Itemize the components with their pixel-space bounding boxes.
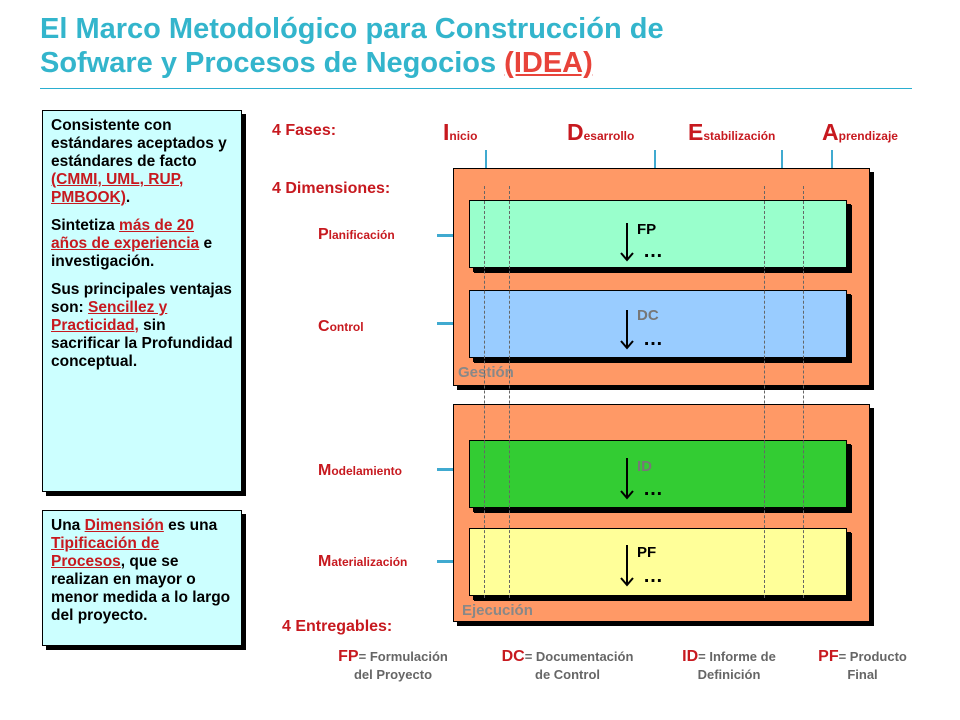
dim-materializacion-initial: M	[318, 553, 332, 570]
note1-p1-link: (CMMI, UML, RUP, PMBOOK)	[51, 171, 184, 206]
deliverable-fp-line-1	[318, 648, 468, 666]
phase-estabilizacion	[688, 119, 775, 146]
dim-modelamiento-rest: odelamiento	[331, 464, 403, 478]
band-id-dots: …	[643, 478, 664, 500]
band-pf-code: PF	[637, 544, 657, 561]
band-pf-dots: …	[643, 565, 664, 587]
deliverable-dc	[485, 648, 650, 684]
note1-p3-text: Sus principales ventajas son:	[51, 281, 232, 316]
dimension-control	[318, 318, 364, 336]
note1-p2-link: más de 20 años de experiencia	[51, 217, 200, 252]
note2-t2: es una	[163, 517, 218, 534]
note1-p3-link: Sencillez y Practicidad,	[51, 299, 168, 334]
group-ejecucion-label: Ejecución	[462, 602, 533, 619]
phase-inicio-initial: I	[443, 119, 450, 145]
note2-paragraph	[51, 517, 233, 625]
deliverable-id-line-1	[664, 648, 794, 666]
deliverable-pf	[800, 648, 925, 684]
note-framework-summary	[42, 110, 242, 492]
phase-aprendizaje	[822, 119, 898, 146]
deliverable-dc-text-1: = Documentación	[524, 649, 634, 664]
note1-paragraph-1	[51, 117, 233, 207]
dim-modelamiento-initial: M	[318, 462, 332, 479]
dim-materializacion-rest: aterialización	[331, 555, 408, 569]
note2-t1: Una	[51, 517, 85, 534]
title-highlight: (IDEA)	[504, 47, 593, 79]
deliverable-pf-text-2: Final	[847, 667, 878, 682]
title-line-2-text: Sofware y Procesos de Negocios	[40, 47, 505, 79]
note-dimension-definition	[42, 510, 242, 646]
deliverable-pf-line-1	[800, 648, 925, 666]
note1-paragraph-2	[51, 217, 233, 271]
dim-control-rest: ontrol	[329, 320, 364, 334]
note2-l1: Dimensión	[84, 517, 164, 534]
phase-inicio-rest: nicio	[449, 129, 478, 143]
title-divider	[40, 88, 912, 89]
label-entregables: 4 Entregables:	[282, 618, 393, 635]
deliverable-dc-code: DC	[501, 648, 525, 665]
deliverable-fp-code: FP	[338, 648, 359, 665]
note1-p2-text: Sintetiza	[51, 217, 120, 234]
band-dc-dots: …	[643, 328, 664, 350]
deliverable-pf-code: PF	[818, 648, 839, 665]
phase-line-1	[484, 186, 485, 598]
phase-aprendizaje-initial: A	[822, 119, 839, 145]
band-down-arrows	[615, 215, 645, 595]
deliverable-id-code: ID	[682, 648, 699, 665]
band-id-code: ID	[637, 458, 652, 475]
phase-line-4	[803, 186, 804, 598]
note2-t3: , que se realizan en mayor o menor medida a lo largo del proyecto.	[51, 553, 231, 624]
group-gestion-label: Gestión	[458, 364, 514, 381]
title-line-1: El Marco Metodológico para Construcción de	[40, 13, 664, 45]
deliverable-pf-text-1: = Producto	[838, 649, 907, 664]
phase-estabilizacion-rest: stabilización	[703, 129, 776, 143]
label-fases: 4 Fases:	[272, 122, 337, 139]
phase-inicio	[443, 119, 477, 146]
phase-desarrollo-initial: D	[567, 119, 584, 145]
dim-planificacion-rest: lanificación	[328, 228, 395, 242]
deliverable-id	[664, 648, 794, 684]
band-fp-dots: …	[643, 240, 664, 262]
dim-planificacion-initial: P	[318, 226, 329, 243]
phase-estabilizacion-initial: E	[688, 119, 704, 145]
dimension-planificacion	[318, 226, 395, 244]
title-line-2	[40, 46, 940, 80]
note1-paragraph-3	[51, 281, 233, 371]
note1-p2-end: e investigación.	[51, 235, 213, 270]
band-dc-code: DC	[637, 307, 659, 324]
deliverable-fp-text-1: = Formulación	[358, 649, 448, 664]
phase-desarrollo	[567, 119, 634, 146]
phase-aprendizaje-rest: prendizaje	[838, 129, 898, 143]
dimension-modelamiento	[318, 462, 402, 480]
phase-line-2	[509, 186, 510, 598]
deliverable-fp-text-2: del Proyecto	[353, 667, 433, 682]
note2-l2: Tipificación de Procesos	[51, 535, 160, 570]
note1-p1-end: .	[125, 189, 131, 206]
band-fp-code: FP	[637, 221, 657, 238]
phase-line-3	[764, 186, 765, 598]
page-title	[40, 12, 940, 80]
dim-control-initial: C	[318, 318, 330, 335]
note1-p1-text: Consistente con estándares aceptados y estándares de facto	[51, 117, 227, 170]
dimension-materializacion	[318, 553, 407, 571]
deliverable-dc-text-2: de Control	[535, 667, 600, 682]
deliverable-fp	[318, 648, 468, 684]
note1-p3-end: sin sacrificar la Profundidad conceptual.	[51, 317, 233, 370]
phase-desarrollo-rest: esarrollo	[583, 129, 635, 143]
deliverable-id-text-2: Definición	[697, 667, 761, 682]
deliverable-dc-line-1	[485, 648, 650, 666]
deliverable-id-text-1: = Informe de	[698, 649, 776, 664]
label-dimensiones: 4 Dimensiones:	[272, 180, 391, 197]
